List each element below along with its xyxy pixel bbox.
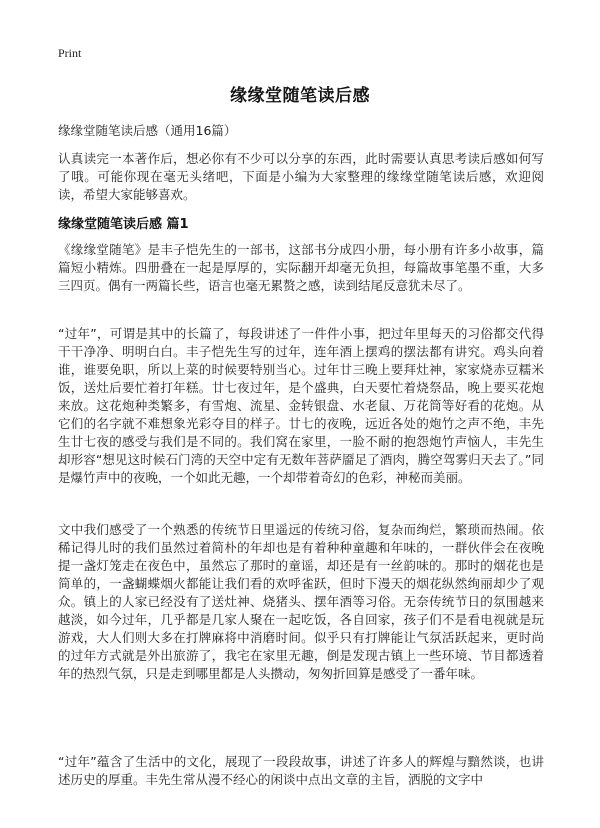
document-title: 缘缘堂随笔读后感 — [230, 86, 370, 106]
body-paragraph: 《缘缘堂随笔》是丰子恺先生的一部书，这部书分成四小册，每小册有许多小故事，篇篇短小精炼。四册叠在一起是厚厚的，实际翻开却毫无负担，每篇故事笔墨不重，大多三四页。偶有一两篇长些，语言也毫无累赘之感，读到结尾反意犹未尽了。 — [58, 242, 544, 293]
print-link[interactable]: Print — [58, 46, 82, 60]
section-heading: 缘缘堂随笔读后感 篇1 — [58, 217, 189, 232]
body-paragraph: “过年”，可谓是其中的长篇了，每段讲述了一件件小事，把过年里每天的习俗都交代得干干净净、明明白白。丰子恺先生写的过年，连年酒上摆鸡的摆法都有讲究。鸡头向着谁，谁要免职，所以上菜的时候要特别当心。过年廿三晚上要拜灶神，家家烧赤豆糯米饭，送灶后要忙着打年糕。廿七夜过年，是个盛典，白天要忙着烧祭品，晚上要买花炮来放。这花炮种类繁多，有雪炮、流星、金转银盘、水老鼠、万花筒等好看的花炮。从它们的名字就不难想象光彩夺目的样子。廿七的夜晚，远近各处的炮竹之声不绝，丰先生廿七夜的感受与我们是不同的。我们窝在家里，一脸不耐的抱怨炮竹声恼人，丰先生却形容“想见这时候石门湾的天空中定有无数年菩萨靥足了酒肉，腾空驾雾归天去了。”同是爆竹声中的夜晚，一个如此无趣，一个却带着奇幻的色彩，神秘而美丽。 — [58, 326, 544, 485]
intro-paragraph: 认真读完一本著作后，想必你有不少可以分享的东西，此时需要认真思考读后感如何写了哦。可能你现在毫无头绪吧，下面是小编为大家整理的缘缘堂随笔读后感，欢迎阅读，希望大家能够喜欢。 — [58, 151, 544, 202]
body-paragraph: 文中我们感受了一个熟悉的传统节日里遥远的传统习俗，复杂而绚烂，繁琐而热闹。依稀记得儿时的我们虽然过着简朴的年却也是有着种种童趣和年味的，一群伙伴会在夜晚提一盏灯笼走在夜色中，虽然忘了那时的童谣，却还是有一丝韵味的。那时的烟花也是简单的，一盏蝴蝶烟火都能让我们看的欢呼雀跃，但时下漫天的烟花纵然绚丽却少了观众。镇上的人家已经没有了送灶神、烧猪头、摆年酒等习俗。无奈传统节日的氛围越来越淡，如今过年，几乎都是几家人聚在一起吃饭，各自回家，孩子们不是看电视就是玩游戏，大人们则大多在打牌麻将中消磨时间。似乎只有打牌能让气氛活跃起来，更时尚的过年方式就是外出旅游了，我宅在家里无趣，倒是发现古镇上一些环境、节目都透着年的热烈气氛，只是走到哪里都是人头攒动，匆匆折回算是感受了一番年味。 — [58, 522, 544, 681]
document-subtitle: 缘缘堂随笔读后感（通用16篇） — [58, 123, 237, 138]
body-paragraph: “过年”蕴含了生活中的文化，展现了一段段故事，讲述了许多人的辉煌与黯然谈，也讲述历史的厚重。丰先生常从漫不经心的闲谈中点出文章的主旨，洒脱的文字中 — [58, 754, 544, 787]
